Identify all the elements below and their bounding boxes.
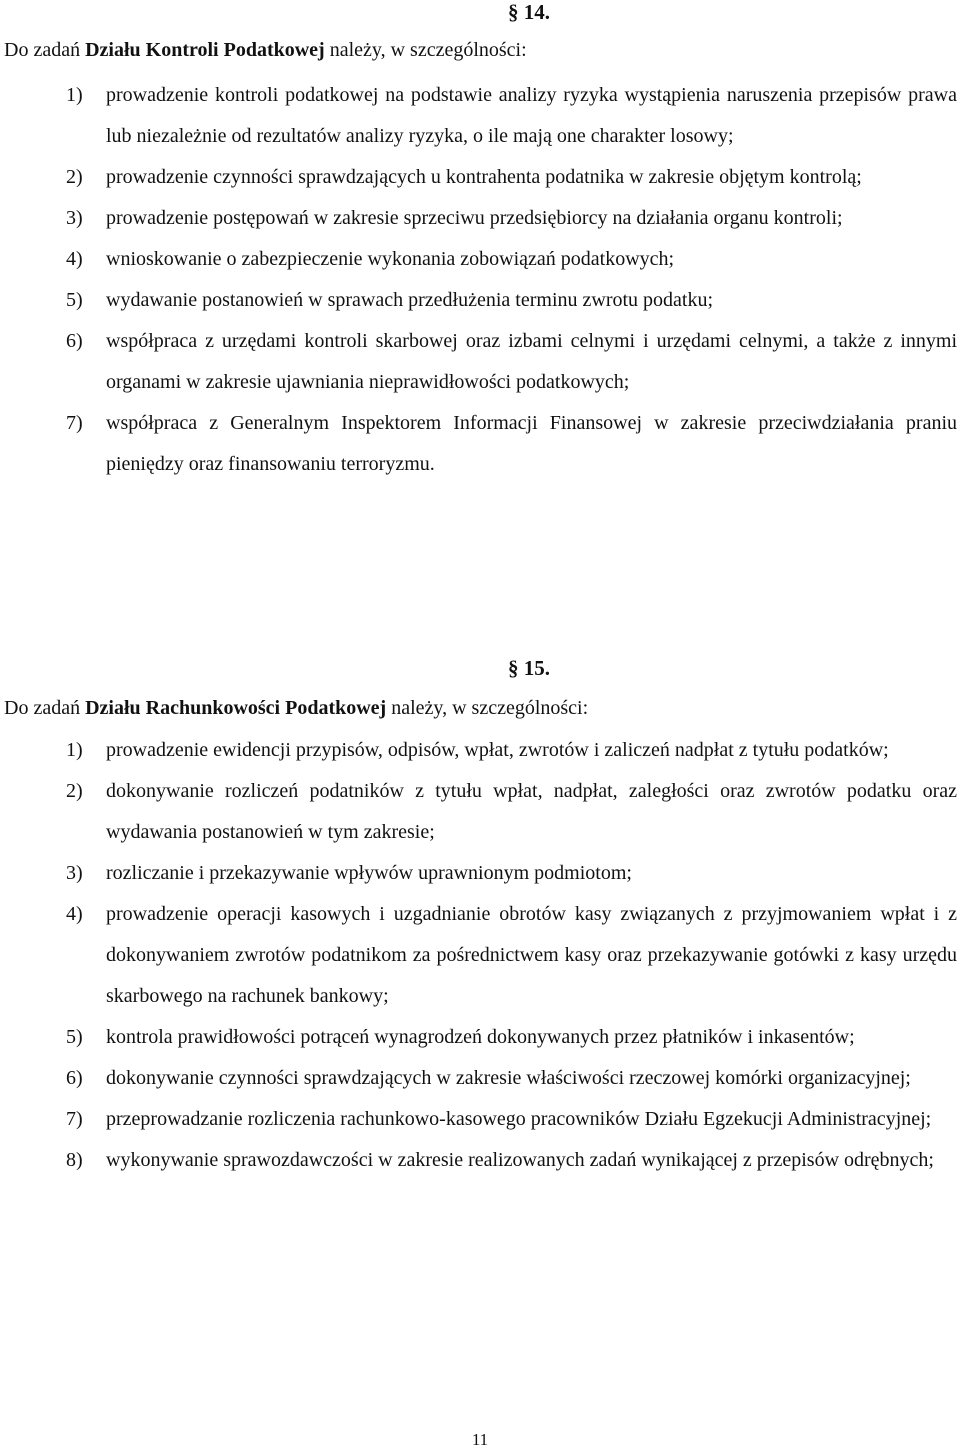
item-number: 3)	[66, 862, 83, 884]
item-number: 2)	[66, 166, 83, 188]
list-item	[0, 75, 960, 157]
department-name: Działu Rachunkowości Podatkowej	[85, 697, 387, 719]
item-text: prowadzenie ewidencji przypisów, odpisów, wpłat, zwrotów i zaliczeń nadpłat z tytułu podatków;	[106, 739, 889, 761]
section-15-intro	[4, 696, 588, 720]
section-14-heading: § 14.	[508, 0, 550, 24]
item-number: 8)	[66, 1149, 83, 1171]
item-number: 2)	[66, 780, 83, 802]
item-text: prowadzenie operacji kasowych i uzgadnianie obrotów kasy związanych z przyjmowaniem wpłat i z dokonywaniem zwrotów podatnikom za pośrednictwem kasy oraz przekazywanie gotówki z kasy urzędu skarbowego na rachunek bankowy;	[106, 903, 957, 1007]
list-item	[0, 403, 960, 485]
list-item	[0, 321, 960, 403]
list-item	[0, 157, 960, 198]
item-number: 1)	[66, 84, 83, 106]
section-15-task-list	[0, 730, 960, 1181]
item-number: 4)	[66, 248, 83, 270]
item-number: 7)	[66, 412, 83, 434]
item-text: kontrola prawidłowości potrąceń wynagrodzeń dokonywanych przez płatników i inkasentów;	[106, 1026, 855, 1048]
list-item	[0, 894, 960, 1017]
list-item	[0, 1017, 960, 1058]
page-number: 11	[471, 1430, 489, 1449]
item-number: 3)	[66, 207, 83, 229]
intro-text-before: Do zadań	[4, 39, 86, 61]
item-number: 7)	[66, 1108, 83, 1130]
list-item	[0, 198, 960, 239]
intro-text-after: należy, w szczególności:	[324, 39, 527, 61]
list-item	[0, 853, 960, 894]
item-number: 5)	[66, 289, 83, 311]
item-text: przeprowadzanie rozliczenia rachunkowo-kasowego pracowników Działu Egzekucji Administracyjnej;	[106, 1108, 932, 1130]
item-text: dokonywanie czynności sprawdzających w zakresie właściwości rzeczowej komórki organizacyjnej;	[106, 1067, 911, 1089]
list-item	[0, 771, 960, 853]
item-text: prowadzenie postępowań w zakresie sprzeciwu przedsiębiorcy na działania organu kontroli;	[106, 207, 843, 229]
section-14-task-list	[0, 75, 960, 485]
item-number: 6)	[66, 1067, 83, 1089]
section-14-intro	[4, 38, 527, 62]
item-text: prowadzenie czynności sprawdzających u kontrahenta podatnika w zakresie objętym kontrolą;	[106, 166, 862, 188]
list-item	[0, 280, 960, 321]
item-text: wykonywanie sprawozdawczości w zakresie realizowanych zadań wynikającej z przepisów odrębnych;	[106, 1149, 934, 1171]
item-text: współpraca z Generalnym Inspektorem Informacji Finansowej w zakresie przeciwdziałania praniu pieniędzy oraz finansowaniu terroryzmu.	[106, 412, 957, 475]
item-text: prowadzenie kontroli podatkowej na podstawie analizy ryzyka wystąpienia naruszenia przepisów prawa lub niezależnie od rezultatów analizy ryzyka, o ile mają one charakter losowy;	[106, 84, 957, 147]
item-number: 5)	[66, 1026, 83, 1048]
intro-text-before: Do zadań	[4, 697, 86, 719]
item-text: wnioskowanie o zabezpieczenie wykonania zobowiązań podatkowych;	[106, 248, 675, 270]
item-text: dokonywanie rozliczeń podatników z tytułu wpłat, nadpłat, zaległości oraz zwrotów podatku oraz wydawania postanowień w tym zakresie;	[106, 780, 957, 843]
item-text: współpraca z urzędami kontroli skarbowej oraz izbami celnymi i urzędami celnymi, a także z innymi organami w zakresie ujawniania nieprawidłowości podatkowych;	[106, 330, 957, 393]
department-name: Działu Kontroli Podatkowej	[85, 39, 325, 61]
item-text: wydawanie postanowień w sprawach przedłużenia terminu zwrotu podatku;	[106, 289, 714, 311]
list-item	[0, 1099, 960, 1140]
item-text: rozliczanie i przekazywanie wpływów uprawnionym podmiotom;	[106, 862, 632, 884]
list-item	[0, 730, 960, 771]
item-number: 1)	[66, 739, 83, 761]
intro-text-after: należy, w szczególności:	[386, 697, 589, 719]
item-number: 4)	[66, 903, 83, 925]
section-15-heading: § 15.	[508, 656, 550, 680]
list-item	[0, 1140, 960, 1181]
list-item	[0, 1058, 960, 1099]
list-item	[0, 239, 960, 280]
item-number: 6)	[66, 330, 83, 352]
